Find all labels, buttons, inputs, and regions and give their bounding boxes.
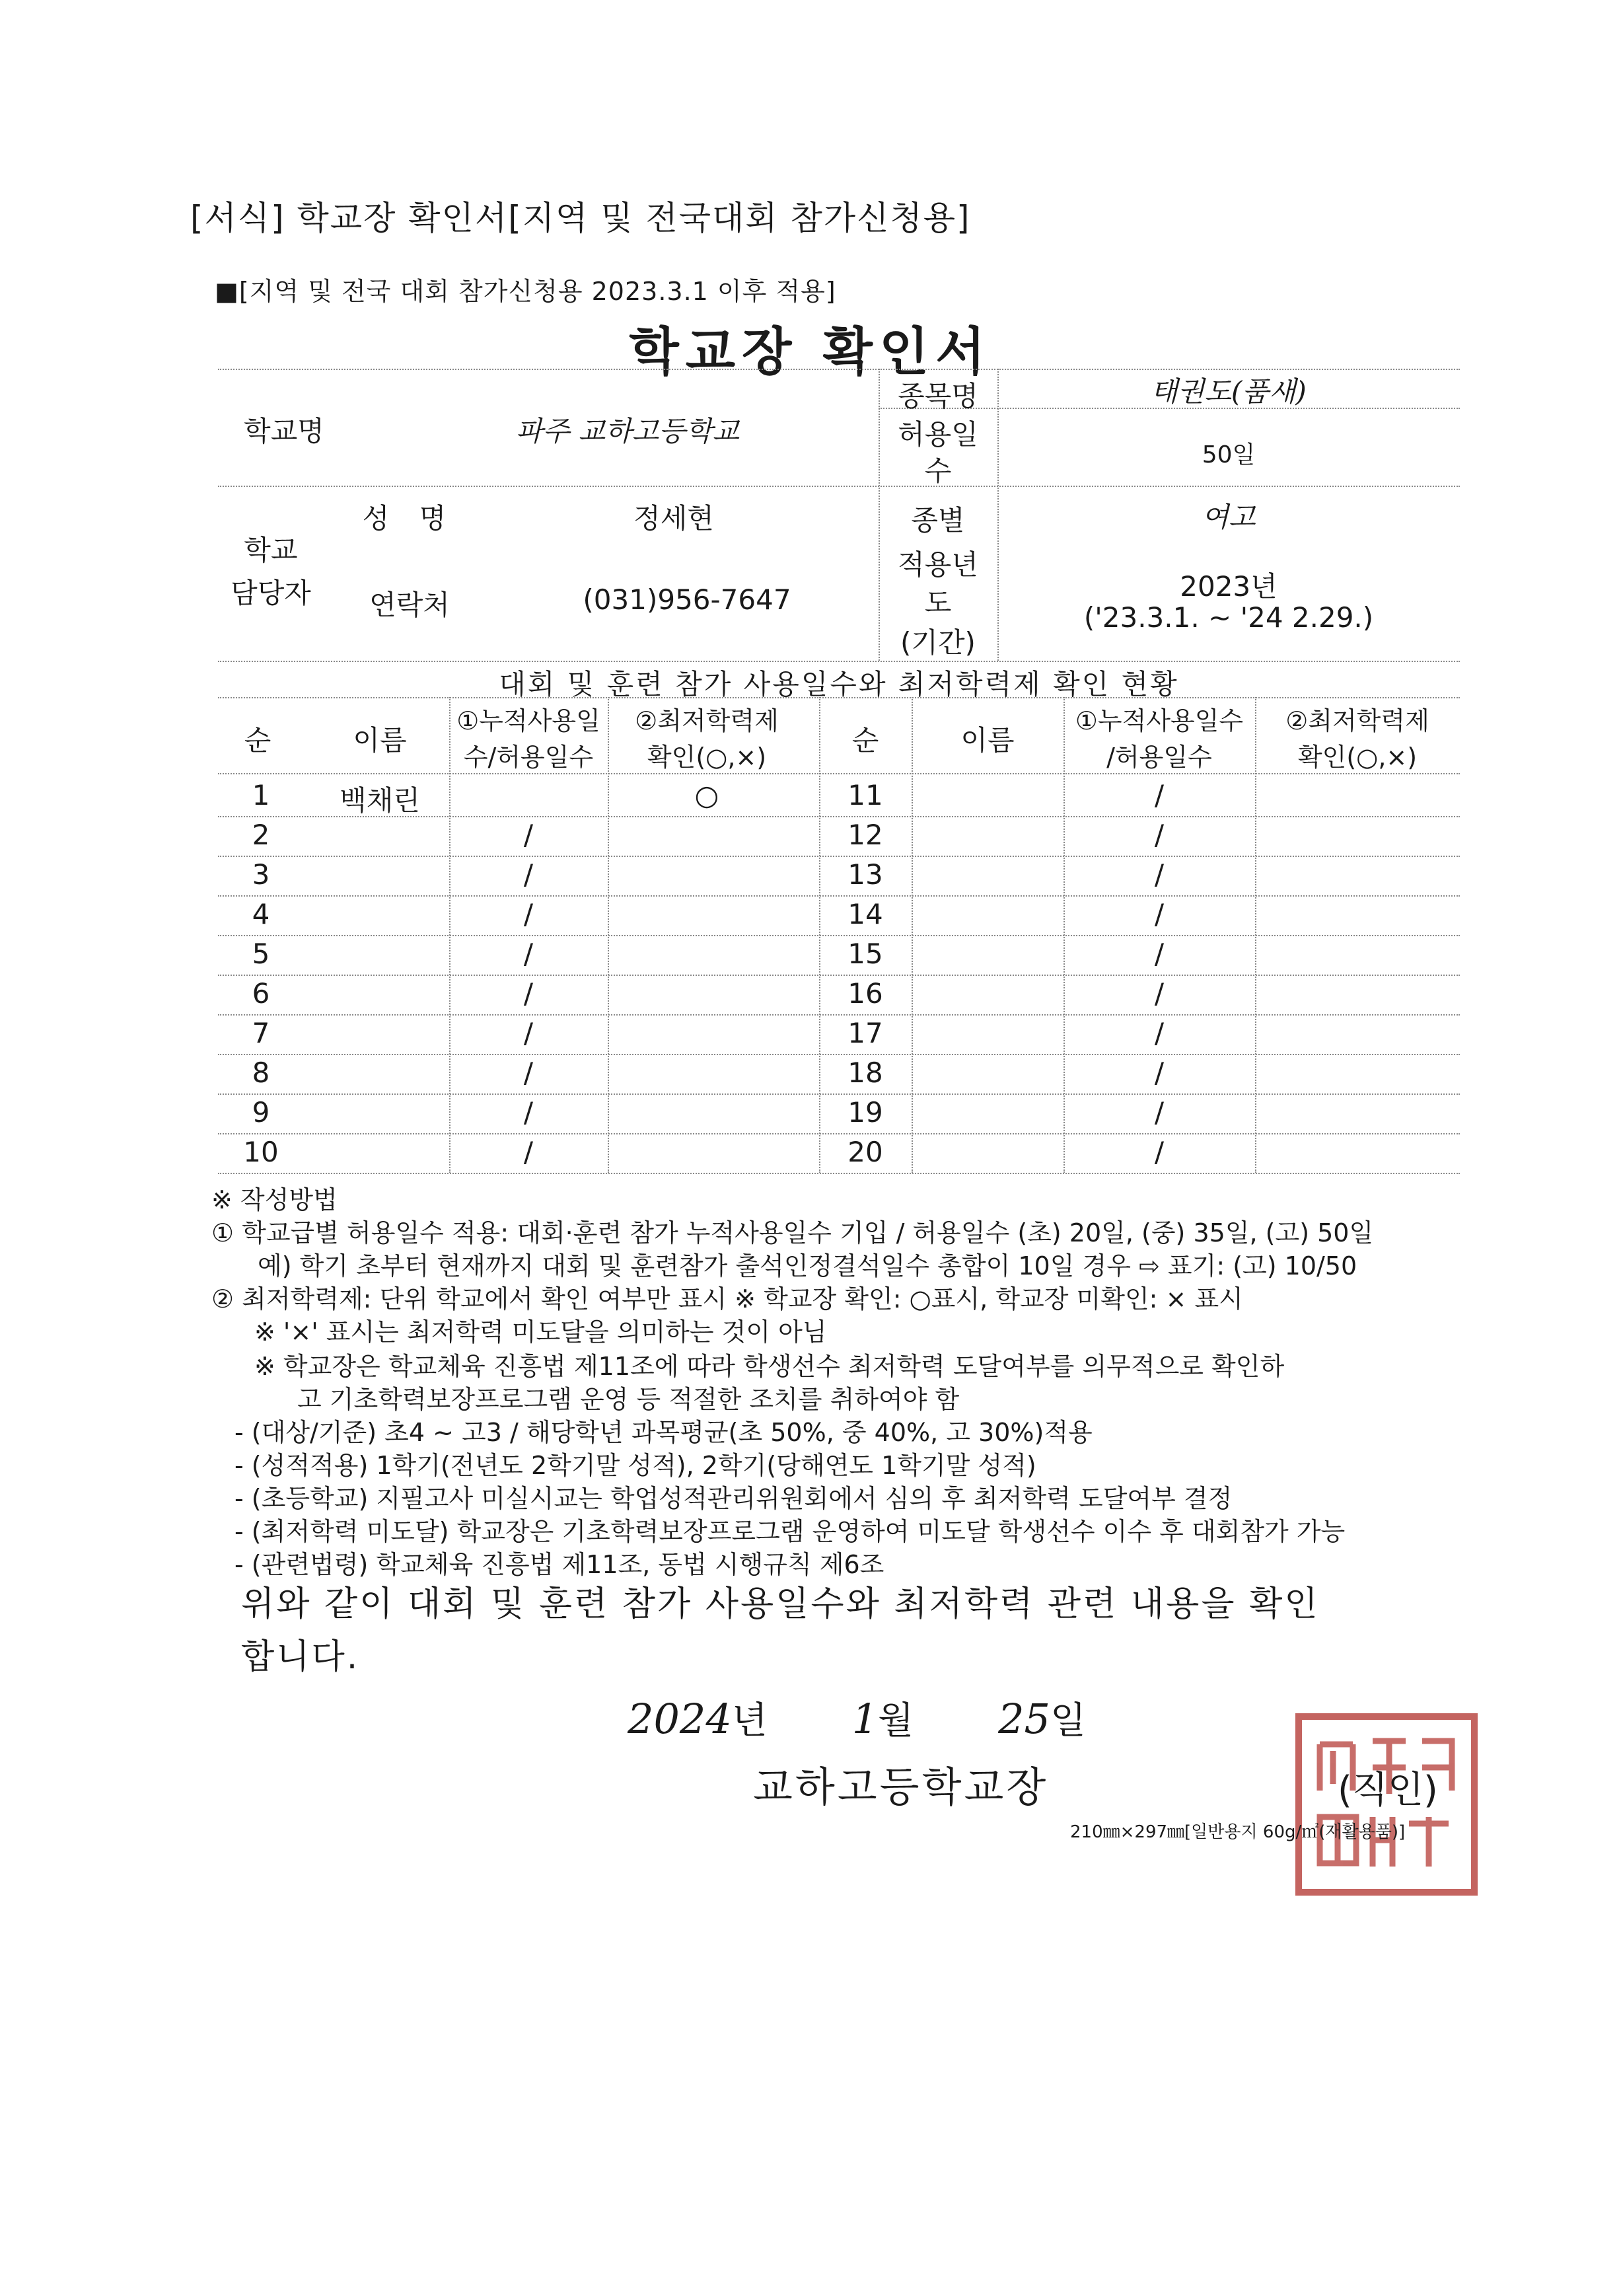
date-day: 25	[998, 1695, 1050, 1743]
col-min-1: ②최저학력제	[635, 706, 779, 735]
note-4-cont: 고 기초학력보장프로그램 운영 등 적절한 조치를 취하여야 함	[297, 1385, 960, 1414]
contact-label: 연락처	[369, 589, 450, 621]
row-days: /	[523, 938, 534, 970]
col-no: 순	[244, 724, 271, 757]
row-number: 6	[252, 977, 270, 1010]
year-label-2: 도	[924, 587, 952, 619]
usage-table-heading: 대회 및 훈련 참가 사용일수와 최저학력제 확인 현황	[499, 668, 1179, 700]
row-days-right: /	[1154, 819, 1165, 851]
row-name: 백채린	[340, 784, 420, 817]
seal-label: (직인)	[1338, 1769, 1438, 1812]
row-days-right: /	[1154, 1056, 1165, 1089]
row-days-right: /	[1154, 858, 1165, 891]
principal-title: 교하고등학교장	[753, 1763, 1049, 1811]
row-days-right: /	[1154, 779, 1165, 811]
row-min-check: ○	[694, 779, 719, 811]
row-number: 10	[243, 1136, 279, 1168]
col-min-2: 확인(○,×)	[647, 743, 767, 772]
row-number-right: 13	[847, 858, 883, 891]
name-label: 성 명	[362, 502, 457, 535]
row-days-right: /	[1154, 1136, 1165, 1168]
contact-value: (031)956-7647	[583, 583, 791, 616]
event-label: 종목명	[898, 380, 978, 412]
row-number: 2	[252, 819, 270, 851]
note-1-example: 예) 학기 초부터 현재까지 대회 및 훈련참가 출석인정결석일수 총합이 10일 경우 ⇨ 표기: (고) 10/50	[258, 1251, 1357, 1280]
event-value: 태권도(품새)	[1151, 375, 1307, 408]
form-header: [서식] 학교장 확인서[지역 및 전국대회 참가신청용]	[190, 199, 971, 237]
row-number-right: 20	[847, 1136, 883, 1168]
col-no-right: 순	[851, 724, 879, 757]
allowed-days-label-2: 수	[924, 455, 952, 487]
staff-label-2: 담당자	[231, 577, 311, 609]
paper-spec: 210㎜×297㎜[일반용지 60g/㎡(재활용품)]	[1070, 1822, 1406, 1842]
row-days: /	[523, 898, 534, 930]
allowed-days-label-1: 허용일	[898, 418, 978, 451]
form-subtitle: ■[지역 및 전국 대회 참가신청용 2023.3.1 이후 적용]	[215, 277, 836, 306]
confirm-line-2: 합니다.	[241, 1637, 360, 1677]
row-number: 9	[252, 1096, 270, 1129]
row-number: 1	[252, 779, 270, 811]
date-month: 1	[851, 1695, 879, 1743]
row-days: /	[523, 1096, 534, 1129]
year-label-3: (기간)	[900, 626, 976, 659]
staff-label-1: 학교	[244, 534, 298, 566]
allowed-days-value: 50일	[1202, 441, 1256, 468]
category-label: 종별	[911, 504, 965, 537]
row-days: /	[523, 1056, 534, 1089]
date-year: 2024	[628, 1695, 732, 1743]
row-number-right: 11	[847, 779, 883, 811]
col-days-2: 수/허용일수	[463, 743, 594, 772]
col-name: 이름	[353, 724, 407, 757]
detail-1: - (대상/기준) 초4 ~ 고3 / 해당학년 과목평균(초 50%, 중 40%, 고 30%)적용	[234, 1418, 1093, 1447]
row-number-right: 16	[847, 977, 883, 1010]
signature-date: 2024년 1월 25일	[628, 1695, 1087, 1743]
note-2: ② 최저학력제: 단위 학교에서 확인 여부만 표시 ※ 학교장 확인: ○표시, 학교장 미확인: × 표시	[211, 1284, 1243, 1314]
document-title: 학교장 확인서	[629, 322, 992, 382]
row-days: /	[523, 858, 534, 891]
notes-heading: ※ 작성방법	[211, 1185, 338, 1214]
name-value: 정세현	[633, 502, 714, 535]
row-number-right: 19	[847, 1096, 883, 1129]
row-number-right: 18	[847, 1056, 883, 1089]
row-days: /	[523, 819, 534, 851]
school-label: 학교명	[244, 415, 324, 447]
row-number-right: 15	[847, 938, 883, 970]
row-days: /	[523, 977, 534, 1010]
col-days-right-2: /허용일수	[1106, 743, 1212, 772]
confirm-line-1: 위와 같이 대회 및 훈련 참가 사용일수와 최저학력 관련 내용을 확인	[241, 1584, 1320, 1624]
note-3: ※ '×' 표시는 최저학력 미도달을 의미하는 것이 아님	[254, 1317, 827, 1347]
col-min-right-2: 확인(○,×)	[1297, 743, 1418, 772]
detail-3: - (초등학교) 지필고사 미실시교는 학업성적관리위원회에서 심의 후 최저학력 도달여부 결정	[234, 1484, 1233, 1513]
row-days: /	[523, 1017, 534, 1049]
note-1: ① 학교급별 허용일수 적용: 대회·훈련 참가 누적사용일수 기입 / 허용일수 (초) 20일, (중) 35일, (고) 50일	[211, 1218, 1374, 1247]
row-days-right: /	[1154, 1096, 1165, 1129]
col-days-right-1: ①누적사용일수	[1075, 706, 1244, 735]
year-value-1: 2023년	[1180, 570, 1278, 603]
row-number: 8	[252, 1056, 270, 1089]
detail-5: - (관련법령) 학교체육 진흥법 제11조, 동법 시행규칙 제6조	[234, 1550, 884, 1579]
row-number-right: 12	[847, 819, 883, 851]
school-value: 파주 교하고등학교	[516, 415, 739, 447]
row-number: 7	[252, 1017, 270, 1049]
row-days-right: /	[1154, 1017, 1165, 1049]
row-number: 4	[252, 898, 270, 930]
col-min-right-1: ②최저학력제	[1285, 706, 1429, 735]
year-value-2: ('23.3.1. ~ '24 2.29.)	[1083, 601, 1374, 634]
row-number: 3	[252, 858, 270, 891]
row-number-right: 17	[847, 1017, 883, 1049]
row-number: 5	[252, 938, 270, 970]
row-days-right: /	[1154, 898, 1165, 930]
detail-2: - (성적적용) 1학기(전년도 2학기말 성적), 2학기(당해연도 1학기말 성적)	[234, 1451, 1036, 1480]
year-label-1: 적용년	[898, 548, 978, 581]
note-4: ※ 학교장은 학교체육 진흥법 제11조에 따라 학생선수 최저학력 도달여부를 의무적으로 확인하	[254, 1352, 1285, 1381]
row-days-right: /	[1154, 977, 1165, 1010]
col-days-1: ①누적사용일	[456, 706, 600, 735]
row-number-right: 14	[847, 898, 883, 930]
row-days-right: /	[1154, 938, 1165, 970]
row-days: /	[523, 1136, 534, 1168]
col-name-right: 이름	[960, 724, 1015, 757]
detail-4: - (최저학력 미도달) 학교장은 기초학력보장프로그램 운영하여 미도달 학생선수 이수 후 대회참가 가능	[234, 1517, 1346, 1546]
category-value: 여고	[1202, 501, 1256, 533]
